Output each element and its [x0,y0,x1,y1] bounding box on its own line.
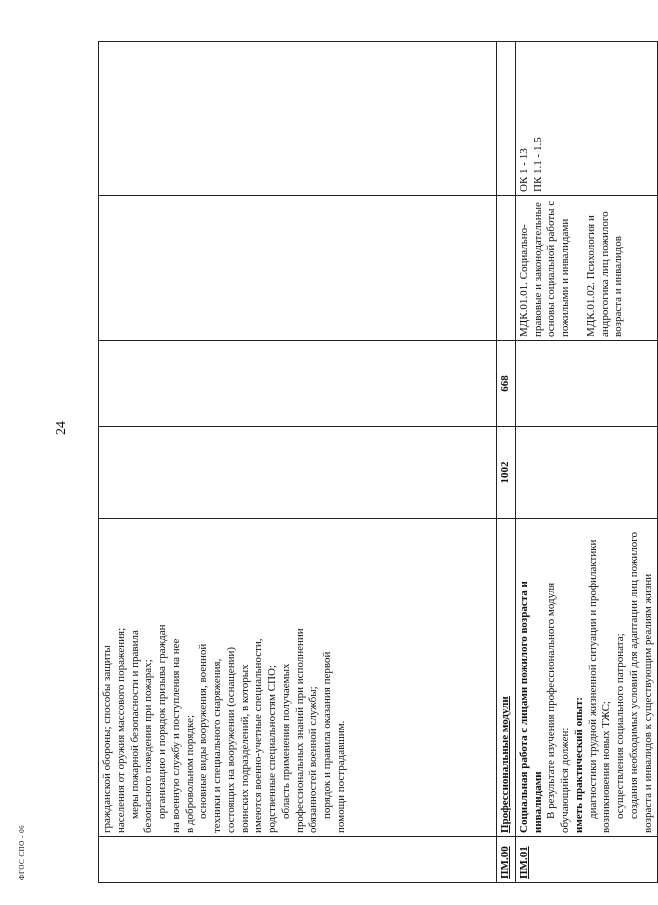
line: помощи пострадавшим. [334,720,347,833]
line: в добровольном порядке; [183,714,196,833]
line: область применения получаемых [279,663,292,819]
footer-code: ФГОС СПО - 06 [18,824,26,880]
line: профессиональных знаний при исполнении [293,628,306,833]
line: на военную службу и поступления на нее [169,638,182,833]
line: родственные специальностям СПО; [266,665,278,833]
line: имеются военно-учетные специальности, [252,638,265,833]
line: обязанностей военной службы; [307,686,320,833]
line: меры пожарной безопасности и правила [128,630,141,819]
cell-code-prev [99,837,497,883]
experience-item: создания необходимых условий для адаптации лиц пожилого возраста и инвалидов к существующим реалиям жизни [627,531,654,833]
cell-empty [515,341,658,427]
cell-code-pm00: ПМ.00 [497,837,516,883]
cell-prev-c6 [99,42,497,196]
competency: ОК 1 - 13 [517,148,530,192]
line: безопасного поведения при пожарах; [142,659,155,833]
mdk-item: МДК.01.01. Социально-правовые и законодательные основы социальной работы с пожилыми и инвалидами [517,200,571,337]
cell-prev-c4 [99,341,497,427]
cell-code-pm01: ПМ.01 [515,837,658,883]
line: состоящих на вооружении (оснащении) [224,646,237,833]
cell-title-pm00: Профессиональные модули [497,519,516,837]
experience-item: осуществления социального патроната; [614,633,626,819]
cell-empty [515,427,658,519]
line: порядок и правила оказания первой [321,651,333,819]
line: гражданской обороны; способы защиты [101,645,113,833]
experience-item: диагностики трудной жизненной ситуации и профилактики возникновения новых ТЖС; [586,539,613,833]
line: организацию и порядок призыва граждан [156,624,168,819]
cell-empty [497,42,516,196]
table-row-pm00 [497,42,516,883]
line: основные виды вооружения, военной [197,643,210,819]
line: воинских подразделений, в которых [238,664,251,833]
rotated-table-container [98,42,654,883]
cell-hours-class-pm00: 668 [497,341,516,427]
mdk-item: МДК.01.02. Психология и андрогогика лиц пожилого возраста и инвалидов [584,211,625,337]
table-row-prev [99,42,497,883]
cell-prev-c3 [99,427,497,519]
page-number: 24 [54,421,69,435]
cell-competencies-pm01 [515,42,658,196]
cell-content-prev [99,519,497,837]
competency: ПК 1.1 - 1.5 [531,137,544,192]
cell-empty [497,196,516,341]
cell-hours-max-pm00: 1002 [497,427,516,519]
experience-label: иметь практический опыт: [572,696,585,833]
line: населения от оружия массового поражения; [114,627,127,833]
line: техники и специального снаряжения, [211,658,223,833]
cell-mdk-pm01 [515,196,658,341]
curriculum-table [98,41,658,883]
cell-content-pm01 [515,519,658,837]
cell-prev-c5 [99,196,497,341]
module-intro: В результате изучения профессионального модуля обучающийся должен: [545,582,571,833]
module-title: Социальная работа с лицами пожилого возраста и инвалидами [517,581,544,833]
table-row-pm01 [515,42,658,883]
